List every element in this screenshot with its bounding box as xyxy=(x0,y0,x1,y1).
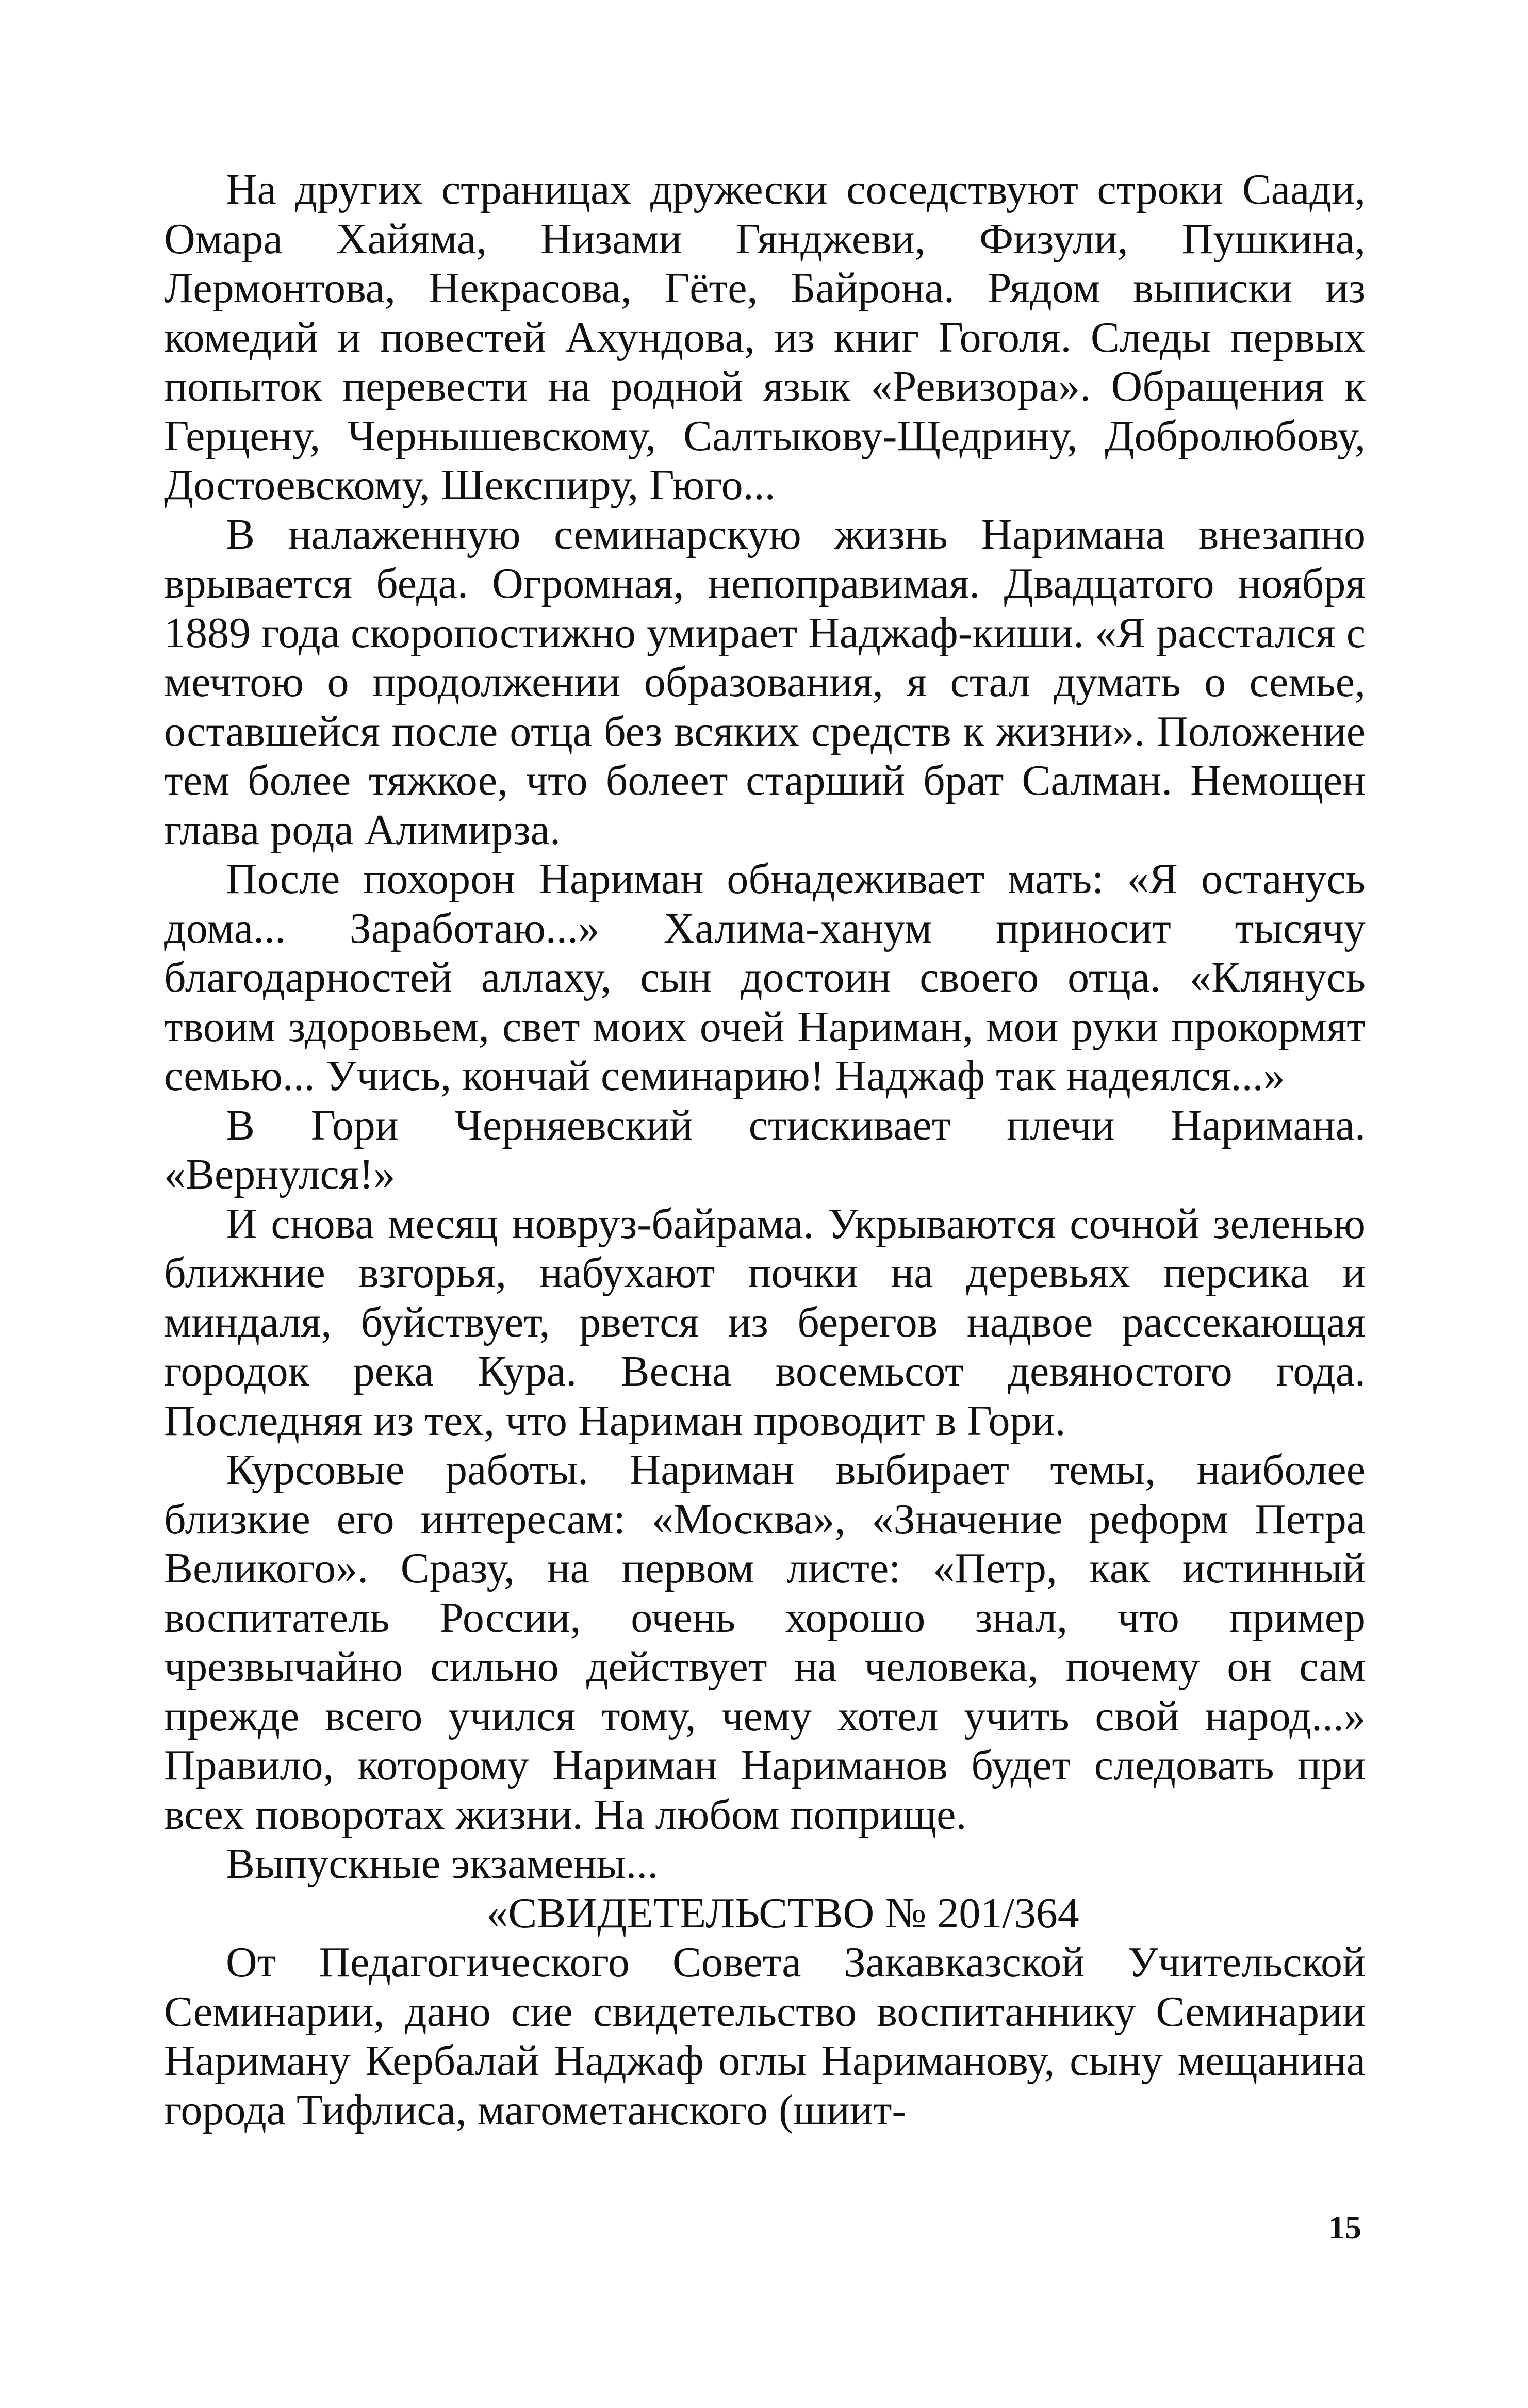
paragraph-father-death: В налаженную семинарскую жизнь Наримана внезапно врывается беда. Огромная, непоправимая. Двадцатого ноября 1889 года скоропостижно умирает Наджаф-киши. «Я расстался с мечтою о продолжении образования, я стал думать о семье, оставшейся после отца без всяких средств к жизни». Положение тем более тяжкое, что болеет старший брат Салман. Немощен глава рода Алимирза. xyxy=(164,510,1366,854)
paragraph-return-to-gori: В Гори Черняевский стискивает плечи Наримана. «Вернулся!» xyxy=(164,1101,1366,1198)
paragraph-coursework: Курсовые работы. Нариман выбирает темы, наиболее близкие его интересам: «Москва», «Значение реформ Петра Великого». Сразу, на первом листе: «Петр, как истинный воспитатель России, очень хорошо знал, что пример чрезвычайно сильно действует на человека, почему он сам прежде всего учился тому, чему хотел учить свой народ...» Правило, которому Нариман Нариманов будет следовать при всех поворотах жизни. На любом поприще. xyxy=(164,1446,1366,1839)
page-number: 15 xyxy=(1328,2209,1361,2246)
paragraph-final-exams: Выпускные экзамены... xyxy=(226,1840,659,1888)
paragraph-spring: И снова месяц новруз-байрама. Укрываются сочной зеленью ближние взгорья, набухают почки на деревьях персика и миндаля, буйствует, рвется из берегов надвое рассекающая городок река Кура. Весна восемьсот девяностого года. Последняя из тех, что Нариман проводит в Гори. xyxy=(164,1199,1366,1445)
page-text xyxy=(164,165,1366,2135)
certificate-heading: «СВИДЕТЕЛЬСТВО № 201/364 xyxy=(486,1889,1079,1937)
paragraph-after-funeral: После похорон Нариман обнадеживает мать: «Я останусь дома... Заработаю...» Халима-ханум приносит тысячу благодарностей аллаху, сын достоин своего отца. «Клянусь твоим здоровьем, свет моих очей Нариман, мои руки прокормят семью... Учись, кончай семинарию! Наджаф так надеялся...» xyxy=(164,855,1366,1100)
paragraph-notebook-quotes: На других страницах дружески соседствуют строки Саади, Омара Хайяма, Низами Гянджеви, Физули, Пушкина, Лермонтова, Некрасова, Гёте, Байрона. Рядом выписки из комедий и повестей Ахундова, из книг Гоголя. Следы первых попыток перевести на родной язык «Ревизора». Обращения к Герцену, Чернышевскому, Салтыкову-Щедрину, Добролюбову, Достоевскому, Шекспиру, Гюго... xyxy=(164,166,1366,509)
paragraph-certificate-text: От Педагогического Совета Закавказской Учительской Семинарии, дано сие свидетельство воспитаннику Семинарии Нариману Кербалай Наджаф оглы Нариманову, сыну мещанина города Тифлиса, магометанского (шиит- xyxy=(164,1938,1366,2134)
